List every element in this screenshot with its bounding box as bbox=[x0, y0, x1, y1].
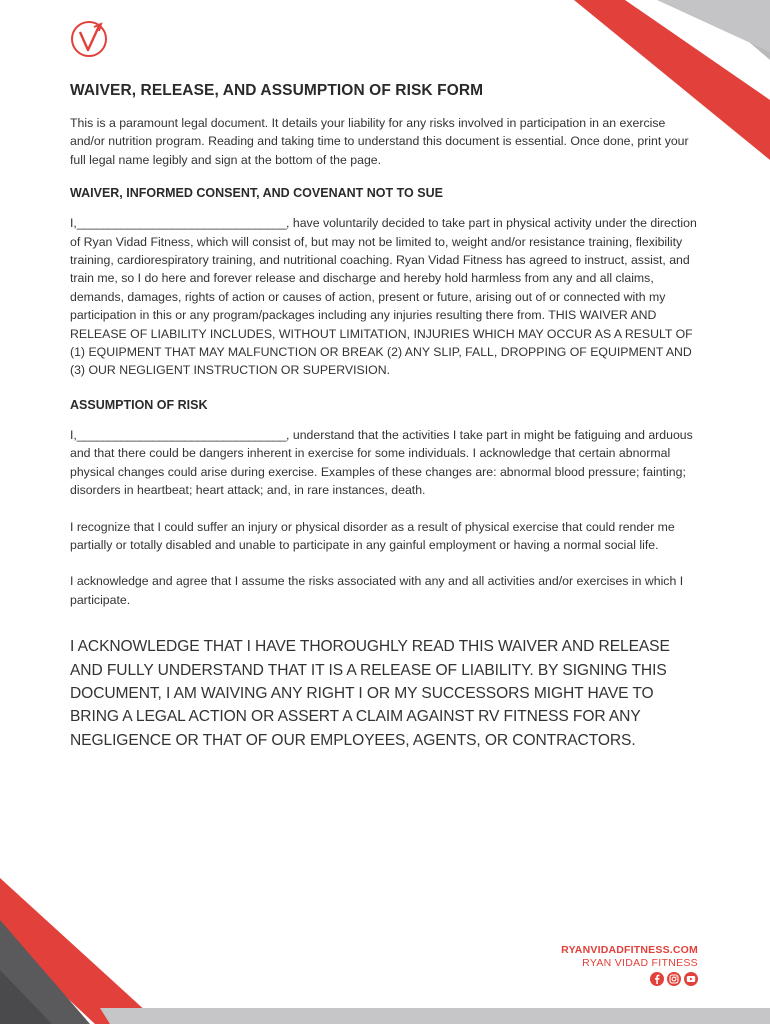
social-icons bbox=[561, 972, 698, 986]
intro-paragraph: This is a paramount legal document. It details your liability for any risks involved in participation in an exercise and/or nutrition program. Reading and taking time to understand this document is essential. Once done, print your full legal name legibly and sign at the bottom of the page. bbox=[70, 116, 689, 167]
waiver-heading: WAIVER, INFORMED CONSENT, AND COVENANT NOT TO SUE bbox=[70, 186, 443, 201]
assumption-paragraph bbox=[70, 426, 702, 500]
form-content bbox=[70, 82, 702, 770]
assumption-text: , understand that the activities I take part in might be fatiguing and arduous and that there could be dangers inherent in exercise for some individuals. I acknowledge that certain abnormal physical changes could arise during exercise. Examples of these changes are: abnormal blood pressure; fainting; disorders in heartbeat; heart attack; and, in rare instances, death. bbox=[70, 427, 693, 498]
website-link[interactable]: RYANVIDADFITNESS.COM bbox=[561, 944, 698, 956]
instagram-icon[interactable] bbox=[667, 972, 681, 986]
waiver-name-blank[interactable]: _________________________________ bbox=[76, 216, 287, 231]
waiver-paragraph bbox=[70, 214, 702, 380]
form-title: WAIVER, RELEASE, AND ASSUMPTION OF RISK FORM bbox=[70, 82, 484, 99]
footer bbox=[561, 944, 698, 986]
injury-paragraph: I recognize that I could suffer an injury or physical disorder as a result of physical exercise that could render me partially or totally disabled and unable to participate in any gainful employment or having a normal social life. bbox=[70, 519, 675, 552]
waiver-text: , have voluntarily decided to take part in physical activity under the direction of Ryan Vidad Fitness, which will consist of, but may not be limited to, weight and/or resistance training, flexibility training, cardiorespiratory training, and nutritional coaching. Ryan Vidad Fitness has agreed to instruct, assist, and train me, so I do here and forever release and discharge and hereby hold harmless from any and all claims, demands, damages, rights of action or causes of action, present or future, arising out of or connected with my participation in this or any program/packages including any injuries resulting there from. THIS WAIVER AND RELEASE OF LIABILITY INCLUDES, WITHOUT LIMITATION, INJURIES WHICH MAY OCCUR AS A RESULT OF (1) EQUIPMENT THAT MAY MALFUNCTION OR BREAK (2) ANY SLIP, FALL, DROPPING OF EQUIPMENT AND (3) OUR NEGLIGENT INSTRUCTION OR SUPERVISION. bbox=[70, 216, 697, 378]
acknowledgement-paragraph: I ACKNOWLEDGE THAT I HAVE THOROUGHLY READ THIS WAIVER AND RELEASE AND FULLY UNDERSTAND THAT IT IS A RELEASE OF LIABILITY. BY SIGNING THIS DOCUMENT, I AM WAIVING ANY RIGHT I OR MY SUCCESSORS MIGHT HAVE TO BRING A LEGAL ACTION OR ASSERT A CLAIM AGAINST RV FITNESS FOR ANY NEGLIGENCE OR THAT OF OUR EMPLOYEES, AGENTS, OR CONTRACTORS. bbox=[70, 638, 670, 749]
facebook-icon[interactable] bbox=[650, 972, 664, 986]
assumption-prefix: I, bbox=[70, 427, 77, 442]
risk-paragraph: I acknowledge and agree that I assume the risks associated with any and all activities and/or exercises in which I participate. bbox=[70, 574, 684, 607]
logo-icon bbox=[70, 18, 110, 58]
assumption-heading: ASSUMPTION OF RISK bbox=[70, 397, 208, 412]
assumption-name-blank[interactable]: _________________________________ bbox=[76, 427, 287, 442]
bottom-gray-bar bbox=[100, 1008, 770, 1024]
youtube-icon[interactable] bbox=[684, 972, 698, 986]
waiver-prefix: I, bbox=[70, 216, 77, 231]
brand-name: RYAN VIDAD FITNESS bbox=[582, 957, 698, 969]
